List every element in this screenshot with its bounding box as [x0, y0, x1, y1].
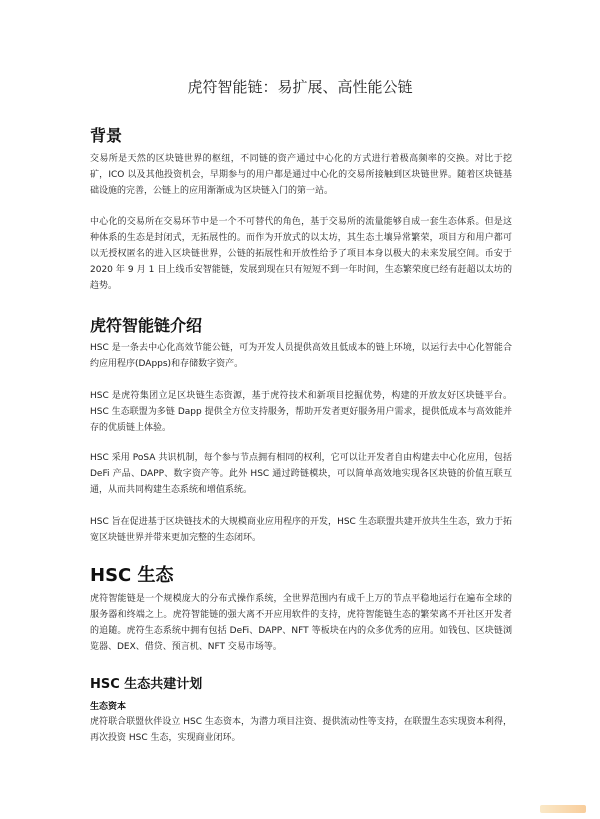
paragraph: HSC 是虎符集团立足区块链生态资源，基于虎符技术和新项目挖掘优势，构建的开放友好区块链平台。HSC 生态联盟为多链 Dapp 提供全方位支持服务，帮助开发者更好服务用户需求，提供低成本与高效能并存的优质链上体验。 — [90, 391, 512, 433]
paragraph: HSC 旨在促进基于区块链技术的大规模商业应用程序的开发，HSC 生态联盟共建开放共生生态，致力于拓宽区块链世界并带来更加完整的生态闭环。 — [90, 517, 512, 543]
paragraph: 虎符智能链是一个规模庞大的分布式操作系统，全世界范围内有成千上万的节点平稳地运行在遍布全球的服务器和终端之上。虎符智能链的强大离不开应用软件的支持，虎符智能链生态的繁荣离不开社区开发者的追随。虎符生态系统中拥有包括 DeFi、DAPP、NFT 等板块在内的众多优秀的应用。如钱包、区块链浏览器、DEX、借贷、预言机、NFT 交易市场等。 — [90, 594, 512, 652]
paragraph: HSC 采用 PoSA 共识机制，每个参与节点拥有相同的权利，它可以让开发者自由构建去中心化应用，包括 DeFi 产品、DAPP、数字资产等。此外 HSC 通过跨链模块，可以简单高效地实现各区块链的价值互联互通，从而共同构建生态系统和增值系统。 — [90, 453, 512, 495]
paragraph: 虎符联合联盟伙伴设立 HSC 生态资本，为潜力项目注资、提供流动性等支持，在联盟生态实现资本利得，再次投资 HSC 生态，实现商业闭环。 — [90, 717, 512, 743]
section-heading-ecosystem: HSC 生态 — [90, 565, 174, 586]
paragraph: 交易所是天然的区块链世界的枢纽，不同链的资产通过中心化的方式进行着极高频率的交换。对比于挖矿，ICO 以及其他投资机会，早期参与的用户都是通过中心化的交易所接触到区块链世界。随着区块链基础设施的完善，公链上的应用渐渐成为区块链入门的第一站。 — [90, 154, 512, 196]
subheading-capital: 生态资本 — [90, 702, 127, 712]
section-heading-intro: 虎符智能链介绍 — [90, 316, 203, 335]
section-heading-background: 背景 — [90, 126, 123, 145]
section-heading-plan: HSC 生态共建计划 — [90, 677, 203, 692]
page-title: 虎符智能链：易扩展、高性能公链 — [187, 78, 413, 96]
watermark-strip — [540, 805, 586, 813]
paragraph: 中心化的交易所在交易环节中是一个不可替代的角色，基于交易所的流量能够自成一套生态体系。但是这种体系的生态是封闭式，无拓展性的。而作为开放式的以太坊，其生态土壤异常繁荣，项目方和用户都可以无授权匿名的进入区块链世界，公链的拓展性和开放性给予了项目本身以极大的未来发展空间。币安于 2020 年 9 月 1 日上线币安智能链，发展到现在只有短短不到一年时间，生态繁荣度已经有赶超以太坊的趋势。 — [90, 217, 512, 291]
paragraph: HSC 是一条去中心化高效节能公链，可为开发人员提供高效且低成本的链上环境，以运行去中心化智能合约应用程序(DApps)和存储数字资产。 — [90, 343, 512, 369]
